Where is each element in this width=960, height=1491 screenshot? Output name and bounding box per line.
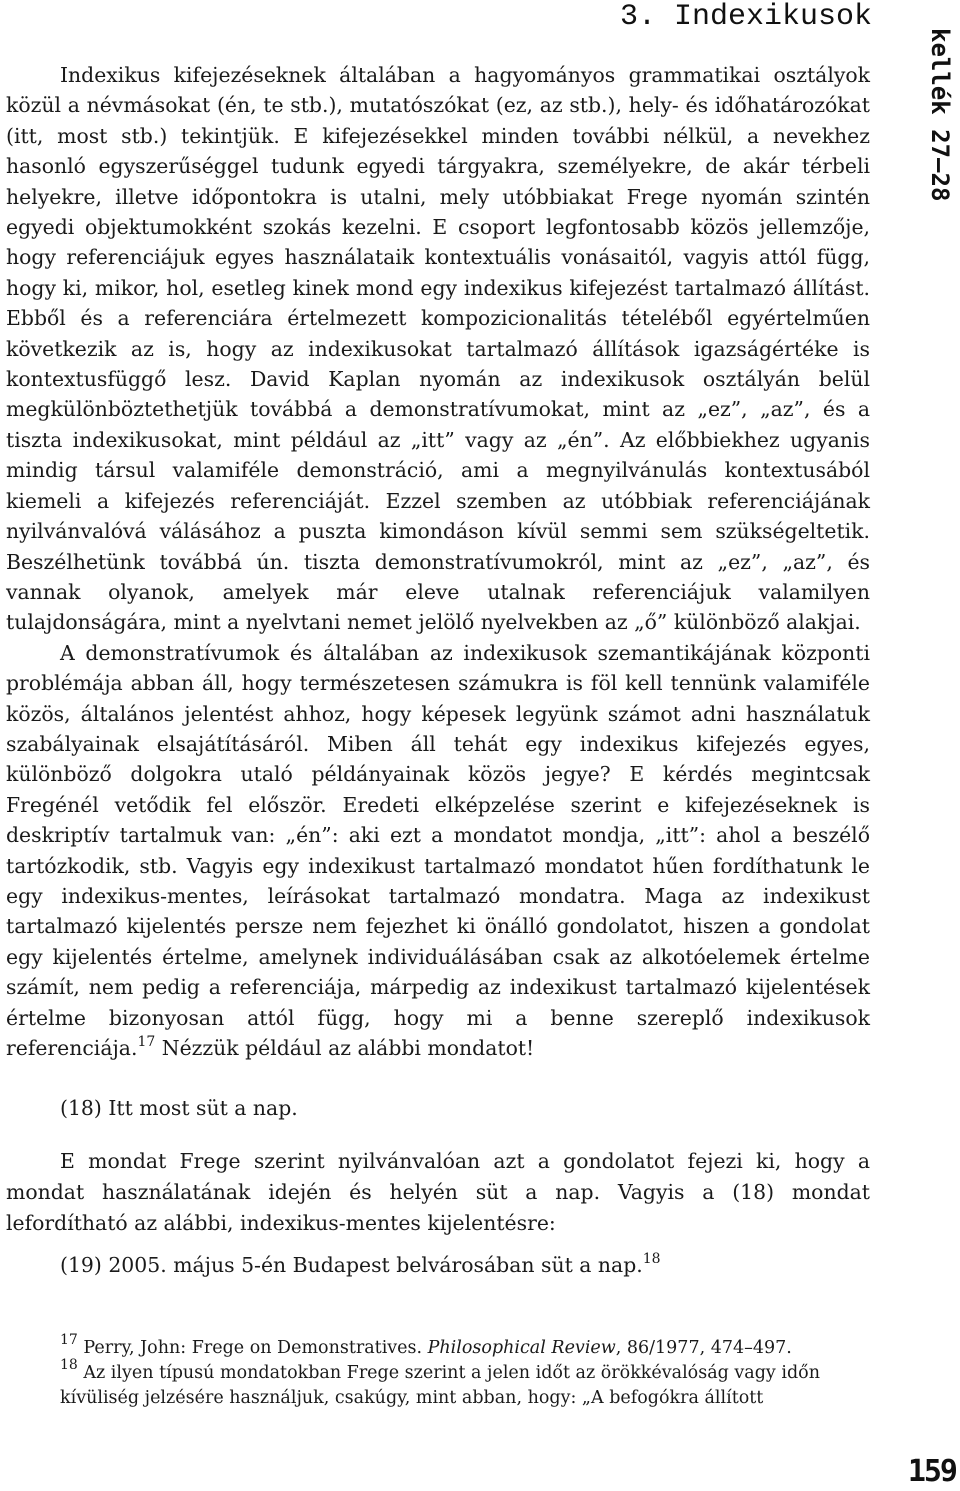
footnote-text: Perry, John: Frege on Demonstratives. (77, 1338, 428, 1358)
footnote-17 (60, 1332, 870, 1361)
journal-title: Philosophical Review (427, 1338, 616, 1358)
journal-side-label: kellék 27–28 (926, 28, 954, 202)
footnote-ref-17: 17 (137, 1034, 156, 1050)
example-19 (60, 1250, 661, 1280)
footnote-18 (60, 1357, 870, 1411)
page-number: 159 (907, 1454, 956, 1489)
footnote-text: Az ilyen típusú mondatokban Frege szerint a jelen időt az örökkévalóság vagy időn kívüliség jelzésére használjuk, csakúgy, mint abban, hogy: „A befogókra állított (60, 1363, 820, 1408)
footnote-text-tail: , 86/1977, 474–497. (615, 1338, 792, 1358)
paragraph-1: Indexikus kifejezéseknek általában a hagyományos grammatikai osztályok közül a névmásokat (én, te stb.), mutatószókat (ez, az stb.), hely- és időhatározókat (itt, most stb.) tekintjük. E kifejezésekkel minden további nélkül, a nevekhez hasonló egyszerűséggel tudunk egyedi tárgyakra, személyekre, de akár térbeli helyekre, illetve időpontokra is utalni, mely utóbbiakat Frege nyomán szintén egyedi objektumokként szokás kezelni. E csoport legfontosabb közös jellemzője, hogy referenciájuk egyes használataik kontextuális vonásaitól, vagyis attól függ, hogy ki, mikor, hol, esetleg kinek mond egy indexikus kifejezést tartalmazó állítást. Ebből és a referenciára értelmezett kompozicionalitás tételéből egyértelműen következik az is, hogy az indexikusokat tartalmazó állítások igazságértéke is kontextusfüggő lesz. David Kaplan nyomán az indexikusok osztályán belül megkülönböztethetjük továbbá a demonstratívumokat, mint az „ez”, „az”, és a tiszta indexikusokat, mint például az „itt” vagy az „én”. Az előbbiekhez ugyanis mindig társul valamiféle demonstráció, ami a megnyilvánulás kontextusából kiemeli a kifejezés referenciáját. Ezzel szemben az utóbbiak referenciájának nyilvánvalóvá válásához a puszta kimondáson kívül semmi sem szükségeltetik. Beszélhetünk továbbá ún. tiszta demonstratívumokról, mint az „ez”, „az”, és vannak olyanok, amelyek már eleve utalnak referenciájuk valamilyen tulajdonságára, mint a nyelvtani nemet jelölő nyelvekben az „ő” különböző alakjai. (6, 63, 870, 635)
main-text (6, 60, 870, 1063)
footnote-number: 17 (60, 1332, 78, 1348)
paragraph-2-text: A demonstratívumok és általában az indexikusok szemantikájának központi problémája abban áll, hogy természetesen számukra is föl kell tennünk valamiféle közös, általános jelentést ahhoz, hogy képesek legyünk számot adni használatuk szabályainak elsajátításáról. Miben áll tehát egy indexikus kifejezés egyes, különböző dolgokra utaló példányainak közös jegye? E kérdés megintcsak Fregénél vetődik fel először. Eredeti elképzelése szerint e kifejezéseknek is deskriptív tartalmuk van: „én”: aki ezt a mondatot mondja, „itt”: ahol a beszélő tartózkodik, stb. Vagyis egy indexikust tartalmazó mondatot hűen fordíthatunk le egy indexikus-mentes, leírásokat tartalmazó mondatra. Maga az indexikust tartalmazó kijelentés persze nem fejezhet ki önálló gondolatot, hiszen a gondolat egy kijelentés értelme, amelynek individuálásában csak az alkotóelemek értelme számít, nem pedig a referenciája, márpedig az indexikust tartalmazó kijelentések értelme bizonyosan attól függ, hogy mi a benne szereplő indexikusok referenciája. (6, 640, 870, 1060)
example-18: (18) Itt most süt a nap. (60, 1096, 298, 1120)
section-title: 3. Indexikusok (619, 0, 872, 34)
footnote-number: 18 (60, 1357, 78, 1373)
paragraph-2 (6, 638, 870, 1064)
footnote-ref-18: 18 (642, 1251, 661, 1267)
footnotes (60, 1332, 870, 1411)
paragraph-2-tail: Nézzük például az alábbi mondatot! (155, 1036, 535, 1060)
example-19-text: (19) 2005. május 5-én Budapest belvárosában süt a nap. (60, 1253, 643, 1277)
paragraph-3: E mondat Frege szerint nyilvánvalóan azt a gondolatot fejezi ki, hogy a mondat használatának idején és helyén süt a nap. Vagyis a (18) mondat lefordítható az alábbi, indexikus-mentes kijelentésre: (6, 1149, 870, 1235)
